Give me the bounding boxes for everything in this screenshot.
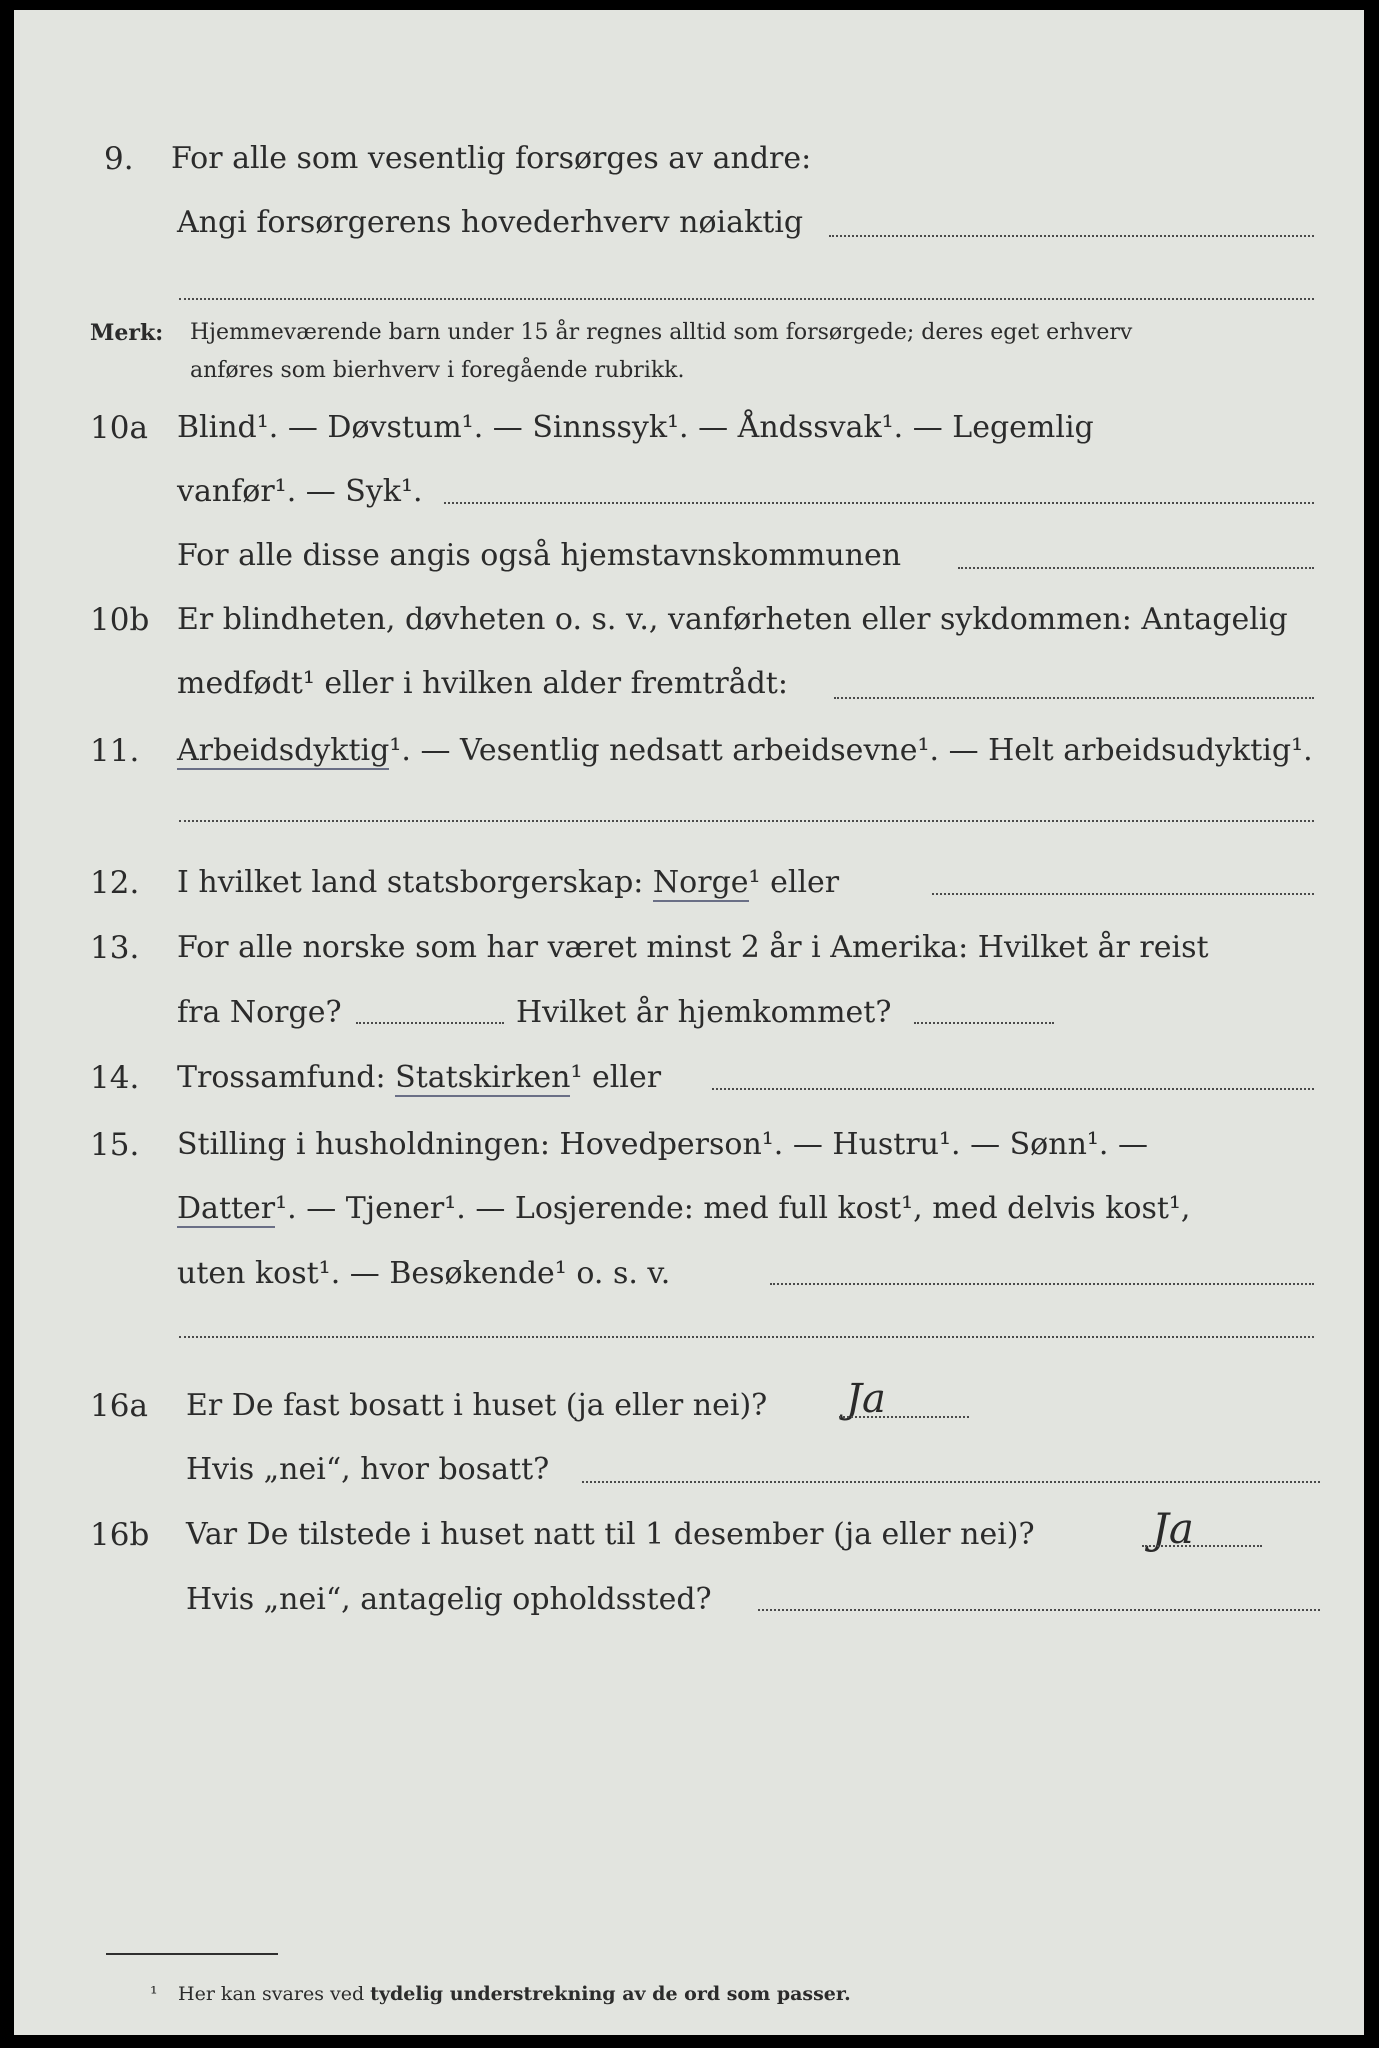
q15-line3: uten kost¹. — Besøkende¹ o. s. v. (177, 1256, 671, 1291)
q13-return-field[interactable] (914, 1022, 1054, 1024)
note-label: Merk: (90, 320, 164, 346)
census-form-page (14, 10, 1364, 2035)
q10a-answer-field[interactable] (444, 502, 1314, 504)
q16b-line2: Hvis „nei“, antagelig opholdssted? (186, 1582, 712, 1617)
q13-line1: For alle norske som har været minst 2 år i Amerika: Hvilket år reist (177, 930, 1209, 965)
q11-rest: ¹. — Vesentlig nedsatt arbeidsevne¹. — Helt arbeidsudyktig¹. (389, 733, 1313, 768)
q12-line1 (177, 865, 839, 900)
q13-line2b: Hvilket år hjemkommet? (516, 995, 892, 1030)
q9-line2: Angi forsørgerens hovederhverv nøiaktig (177, 205, 804, 240)
q12-underlined-option: Norge (652, 865, 749, 900)
q10b-line1: Er blindheten, døvheten o. s. v., vanførheten eller sykdommen: Antagelig (177, 602, 1288, 637)
q16a-answer-field[interactable] (839, 1416, 969, 1418)
q14-underlined-option: Statskirken (395, 1060, 571, 1095)
q10a-line1: Blind¹. — Døvstum¹. — Sinnssyk¹. — Åndssvak¹. — Legemlig (177, 410, 1094, 445)
q9-answer-field-2[interactable] (179, 298, 1314, 300)
q10a-line3: For alle disse angis også hjemstavnskommunen (177, 538, 902, 573)
q12-number: 12. (90, 865, 140, 901)
q16a-residence-field[interactable] (582, 1481, 1320, 1483)
q13-line2a: fra Norge? (177, 995, 342, 1030)
q16b-answer-field[interactable] (1142, 1545, 1262, 1547)
q16b-line1: Var De tilstede i huset natt til 1 desember (ja eller nei)? (186, 1517, 1035, 1552)
q10b-line2: medfødt¹ eller i hvilken alder fremtrådt: (177, 666, 788, 701)
footnote-marker: ¹ (150, 1983, 158, 2005)
q16a-line1: Er De fast bosatt i huset (ja eller nei)? (186, 1388, 768, 1423)
q10b-answer-field[interactable] (834, 697, 1314, 699)
q16b-location-field[interactable] (758, 1609, 1320, 1611)
note-line1: Hjemmeværende barn under 15 år regnes alltid som forsørgede; deres eget erhverv (190, 320, 1133, 345)
q16a-line2: Hvis „nei“, hvor bosatt? (186, 1452, 550, 1487)
footnote-rule (106, 1953, 278, 1955)
q11-line1 (177, 733, 1313, 768)
q16b-handwritten-answer: Ja (1152, 1504, 1194, 1553)
q9-answer-field[interactable] (829, 235, 1314, 237)
q12-rest: ¹ eller (748, 865, 840, 900)
q15-answer-field[interactable] (770, 1283, 1314, 1285)
q15-rest: ¹. — Tjener¹. — Losjerende: med full kost¹, med delvis kost¹, (275, 1191, 1191, 1226)
q9-number: 9. (104, 141, 134, 177)
q12-prompt: I hvilket land statsborgerskap: (177, 865, 653, 900)
footnote-text (178, 1983, 851, 2005)
q14-answer-field[interactable] (712, 1088, 1314, 1090)
q10a-line2: vanfør¹. — Syk¹. (177, 474, 423, 509)
footnote-text-plain: Her kan svares ved (178, 1983, 371, 2005)
q16a-number: 16a (90, 1388, 148, 1424)
q16a-handwritten-answer: Ja (846, 1376, 886, 1422)
note-line2: anføres som bierhverv i foregående rubrikk. (190, 358, 685, 383)
q15-underlined-option: Datter (177, 1191, 276, 1226)
q10a-municipality-field[interactable] (958, 567, 1314, 569)
q14-rest: ¹ eller (570, 1060, 662, 1095)
q14-number: 14. (90, 1060, 140, 1096)
q13-number: 13. (90, 930, 140, 966)
q11-underlined-option: Arbeidsdyktig (177, 733, 390, 768)
q16b-number: 16b (90, 1517, 150, 1553)
footnote-text-bold: tydelig understrekning av de ord som passer. (370, 1983, 851, 2005)
q15-line1: Stilling i husholdningen: Hovedperson¹. — Hustru¹. — Sønn¹. — (177, 1127, 1148, 1162)
q11-answer-field[interactable] (179, 820, 1314, 822)
q10a-number: 10a (90, 410, 148, 446)
q14-prompt: Trossamfund: (177, 1060, 396, 1095)
q13-departure-field[interactable] (356, 1022, 504, 1024)
q15-number: 15. (90, 1127, 140, 1163)
q14-line1 (177, 1060, 661, 1095)
q12-answer-field[interactable] (932, 893, 1314, 895)
q15-line2 (177, 1191, 1190, 1226)
q11-number: 11. (90, 733, 140, 769)
q15-answer-field-2[interactable] (179, 1336, 1314, 1338)
q9-line1: For alle som vesentlig forsørges av andre: (171, 141, 812, 176)
q10b-number: 10b (90, 602, 150, 638)
